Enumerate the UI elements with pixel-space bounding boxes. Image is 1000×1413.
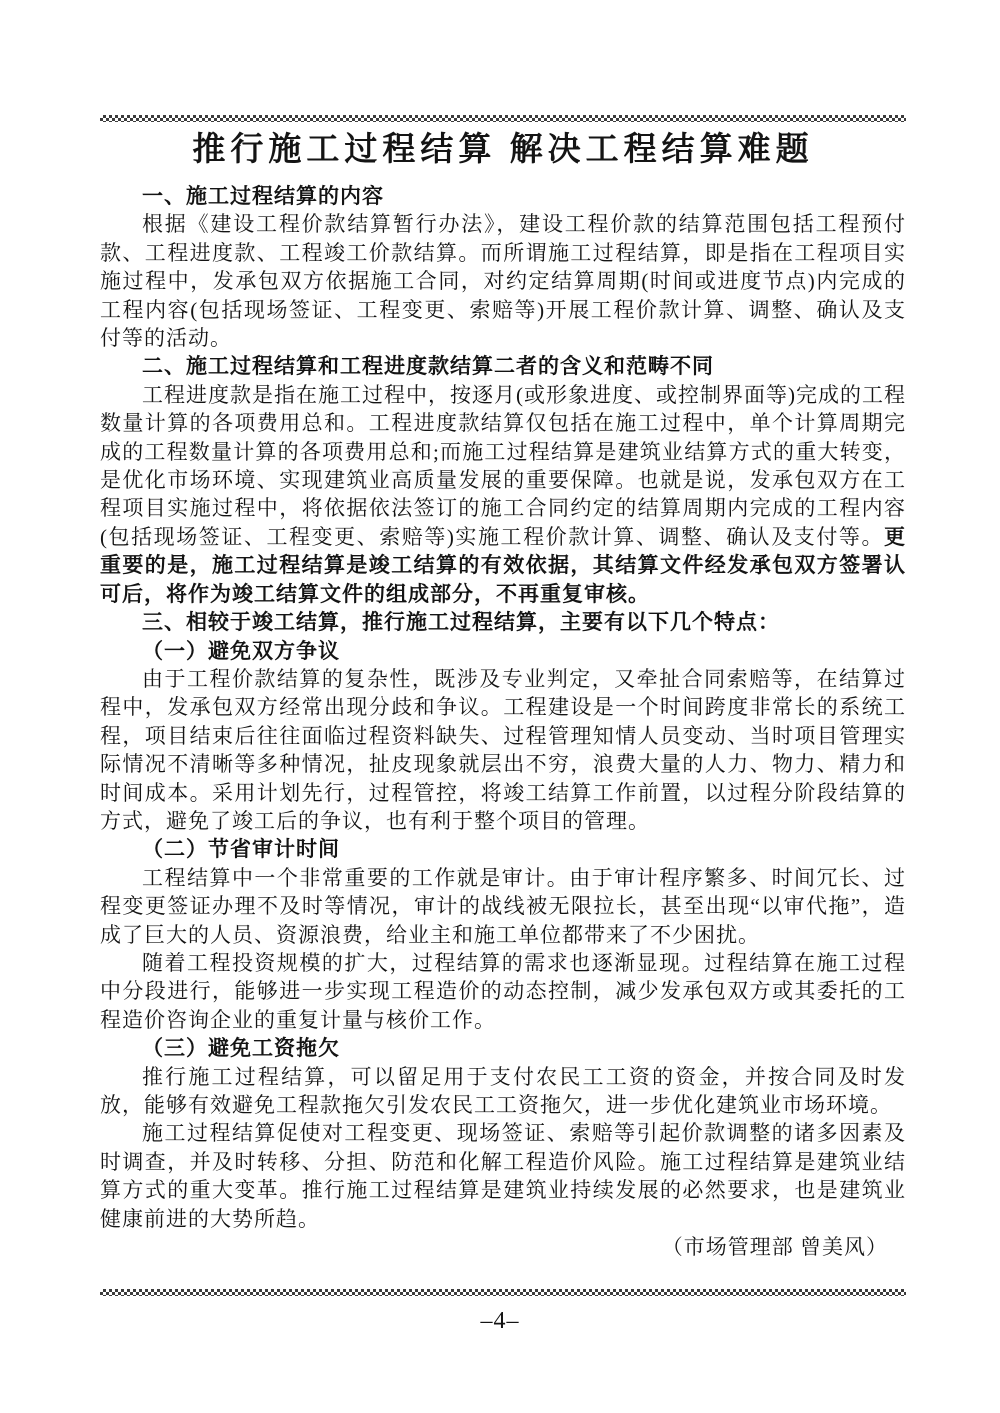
subheading-save-audit-time: （二）节省审计时间	[142, 837, 340, 862]
paragraph-audit-1: 工程结算中一个非常重要的工作就是审计。由于审计程序繁多、时间冗长、过程变更签证办理不及时等情况，审计的战线被无限拉长，甚至出现“以审代拖”，造成了巨大的人员、资源浪费，给业主和施工单位都带来了不少困扰。	[100, 865, 906, 947]
subheading-avoid-disputes: （一）避免双方争议	[142, 638, 340, 663]
paragraph-section1: 根据《建设工程价款结算暂行办法》，建设工程价款的结算范围包括工程预付款、工程进度款、工程竣工价款结算。而所谓施工过程结算，即是指在工程项目实施过程中，发承包双方依据施工合同，对约定结算周期(时间或进度节点)内完成的工程内容(包括现场签证、工程变更、索赔等)开展工程价款计算、调整、确认及支付等的活动。	[100, 212, 906, 351]
paragraph-section2-normal: 工程进度款是指在施工过程中，按逐月(或形象进度、或控制界面等)完成的工程数量计算的各项费用总和。工程进度款结算仅包括在施工过程中，单个计算周期完成的工程数量计算的各项费用总和;而施工过程结算是建筑业结算方式的重大转变，是优化市场环境、实现建筑业高质量发展的重要保障。也就是说，发承包双方在工程项目实施过程中，将依据依法签订的施工合同约定的结算周期内完成的工程内容(包括现场签证、工程变更、索赔等)实施工程价款计算、调整、确认及支付等。	[100, 382, 906, 549]
page-number: –4–	[480, 1308, 520, 1334]
section-heading-1: 一、施工过程结算的内容	[142, 184, 384, 208]
subheading-avoid-wage-arrears: （三）避免工资拖欠	[142, 1036, 340, 1061]
signature-line: （市场管理部 曾美风）	[661, 1235, 888, 1260]
paragraph-wages: 推行施工过程结算，可以留足用于支付农民工工资的资金，并按合同及时发放，能够有效避免工程款拖欠引发农民工工资拖欠，进一步优化建筑业市场环境。	[100, 1064, 906, 1117]
paragraph-audit-2: 随着工程投资规模的扩大，过程结算的需求也逐渐显现。过程结算在施工过程中分段进行，能够进一步实现工程造价的动态控制，减少发承包双方或其委托的工程造价咨询企业的重复计量与核价工作。	[100, 950, 906, 1032]
paragraph-section2-emphasis: 更重要的是，施工过程结算是竣工结算的有效依据，其结算文件经发承包双方签署认可后，将作为竣工结算文件的组成部分，不再重复审核。	[100, 524, 906, 606]
section-heading-2: 二、施工过程结算和工程进度款结算二者的含义和范畴不同	[142, 354, 714, 379]
paragraph-avoid-disputes: 由于工程价款结算的复杂性，既涉及专业判定，又牵扯合同索赔等，在结算过程中，发承包双方经常出现分歧和争议。工程建设是一个时间跨度非常长的系统工程，项目结束后往往面临过程资料缺失、过程管理知情人员变动、当时项目管理实际情况不清晰等多种情况，扯皮现象就层出不穷，浪费大量的人力、物力、精力和时间成本。采用计划先行，过程管控，将竣工结算工作前置，以过程分阶段结算的方式，避免了竣工后的争议，也有利于整个项目的管理。	[100, 666, 906, 833]
paragraph-conclusion: 施工过程结算促使对工程变更、现场签证、索赔等引起价款调整的诸多因素及时调查，并及时转移、分担、防范和化解工程造价风险。施工过程结算是建筑业结算方式的重大变革。推行施工过程结算是建筑业持续发展的必然要求，也是建筑业健康前进的大势所趋。	[100, 1121, 906, 1231]
document-title: 推行施工过程结算 解决工程结算难题	[192, 132, 814, 168]
document-body	[100, 122, 906, 1261]
paragraph-section2	[100, 381, 906, 608]
top-decorative-rule	[100, 115, 906, 122]
section-heading-3: 三、相较于竣工结算，推行施工过程结算，主要有以下几个特点：	[142, 610, 780, 635]
bottom-decorative-rule	[100, 1289, 906, 1296]
